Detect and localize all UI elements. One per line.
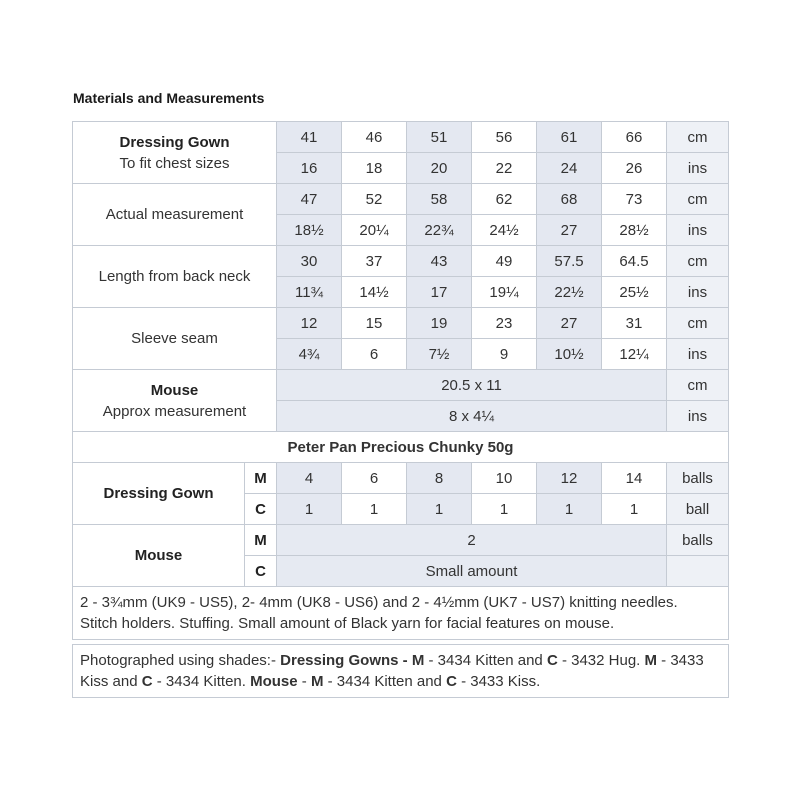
size-cell: 43 (407, 246, 472, 277)
size-cell: 37 (342, 246, 407, 277)
size-cell: 47 (277, 184, 342, 215)
unit-cell: cm (667, 184, 729, 215)
size-cell: 49 (472, 246, 537, 277)
yarn-qty-cell: 8 (407, 463, 472, 494)
table-body (73, 122, 729, 698)
unit-cell: ball (667, 494, 729, 525)
size-cell: 18 (342, 153, 407, 184)
size-cell: 22¾ (407, 215, 472, 246)
mouse-size-cell: 20.5 x 11 (277, 370, 667, 401)
yarn-mouse-main-row (73, 525, 729, 556)
row-label-title: Mouse (150, 381, 199, 399)
shades-text: - 3433 Kiss and (80, 652, 704, 690)
size-cell: 10½ (537, 339, 602, 370)
yarn-qty-cell: 4 (277, 463, 342, 494)
measure-row-cm (73, 122, 729, 153)
yarn-qty-cell: 1 (342, 494, 407, 525)
size-cell: 41 (277, 122, 342, 153)
unit-cell: ins (667, 215, 729, 246)
size-cell: 31 (602, 308, 667, 339)
size-cell: 4¾ (277, 339, 342, 370)
size-cell: 20¼ (342, 215, 407, 246)
size-cell: 18½ (277, 215, 342, 246)
row-label-text: Actual measurement (105, 206, 244, 223)
size-cell: 15 (342, 308, 407, 339)
needles-row (73, 587, 729, 640)
size-cell: 28½ (602, 215, 667, 246)
unit-cell: ins (667, 153, 729, 184)
yarn-title-row (73, 432, 729, 463)
size-cell: 14½ (342, 277, 407, 308)
colour-c-label: C (245, 494, 277, 525)
measure-row-cm (73, 308, 729, 339)
size-cell: 58 (407, 184, 472, 215)
unit-cell: cm (667, 308, 729, 339)
unit-cell: ins (667, 339, 729, 370)
measure-row-cm (73, 184, 729, 215)
size-cell: 20 (407, 153, 472, 184)
yarn-qty-cell: 1 (277, 494, 342, 525)
materials-table (72, 121, 728, 698)
size-cell: 66 (602, 122, 667, 153)
shades-text: - 3433 Kiss. (456, 673, 541, 690)
size-cell: 19¼ (472, 277, 537, 308)
size-cell: 30 (277, 246, 342, 277)
unit-cell: ins (667, 401, 729, 432)
needles-note (73, 587, 729, 640)
size-cell: 25½ (602, 277, 667, 308)
yarn-qty-cell: 10 (472, 463, 537, 494)
row-label-text: Length from back neck (98, 268, 251, 285)
size-cell: 46 (342, 122, 407, 153)
size-cell: 12 (277, 308, 342, 339)
shades-note (73, 645, 729, 698)
shades-text: M (644, 652, 657, 669)
size-cell: 62 (472, 184, 537, 215)
size-cell: 17 (407, 277, 472, 308)
size-cell: 57.5 (537, 246, 602, 277)
size-cell: 24 (537, 153, 602, 184)
size-cell: 11¾ (277, 277, 342, 308)
shades-text: C (141, 673, 153, 690)
row-label (73, 184, 277, 246)
size-cell: 22 (472, 153, 537, 184)
unit-cell: ins (667, 277, 729, 308)
size-cell: 56 (472, 122, 537, 153)
yarn-qty-cell: 1 (602, 494, 667, 525)
unit-cell: cm (667, 246, 729, 277)
needles-line: 2 - 3¾mm (UK9 - US5), 2- 4mm (UK8 - US6) and 2 - 4½mm (UK7 - US7) knitting needles. (80, 594, 678, 611)
size-cell: 51 (407, 122, 472, 153)
yarn-qty-cell: 1 (537, 494, 602, 525)
size-cell: 9 (472, 339, 537, 370)
yarn-qty-cell: 12 (537, 463, 602, 494)
size-cell: 16 (277, 153, 342, 184)
size-cell: 64.5 (602, 246, 667, 277)
row-label (73, 246, 277, 308)
shades-text: Mouse (250, 673, 298, 690)
size-cell: 27 (537, 308, 602, 339)
unit-cell (667, 556, 729, 587)
yarn-qty-cell: Small amount (277, 556, 667, 587)
shades-text: - 3434 Kitten and (323, 673, 447, 690)
measure-row-cm (73, 246, 729, 277)
size-cell: 52 (342, 184, 407, 215)
colour-m-label: M (245, 463, 277, 494)
shades-text: - (297, 673, 311, 690)
mouse-size-cell: 8 x 4¼ (277, 401, 667, 432)
shades-text: - 3434 Kitten and (424, 652, 547, 669)
size-cell: 68 (537, 184, 602, 215)
row-label (73, 463, 245, 525)
size-cell: 73 (602, 184, 667, 215)
shades-text: M (310, 673, 324, 690)
shades-row (73, 645, 729, 698)
row-label-title: Dressing Gown (119, 133, 230, 151)
row-label-subtitle: Approx measurement (102, 402, 247, 420)
shades-text: Dressing Gowns - M (280, 652, 425, 669)
unit-cell: balls (667, 463, 729, 494)
yarn-qty-cell: 2 (277, 525, 667, 556)
row-label (73, 122, 277, 184)
size-cell: 27 (537, 215, 602, 246)
shades-text: - 3432 Hug. (557, 652, 645, 669)
yarn-qty-cell: 1 (407, 494, 472, 525)
yarn-qty-cell: 1 (472, 494, 537, 525)
mouse-row-cm (73, 370, 729, 401)
row-label-subtitle: To fit chest sizes (119, 154, 230, 172)
size-cell: 7½ (407, 339, 472, 370)
page-title: Materials and Measurements (73, 90, 265, 106)
size-cell: 26 (602, 153, 667, 184)
colour-c-label: C (245, 556, 277, 587)
size-cell: 24½ (472, 215, 537, 246)
row-label (73, 308, 277, 370)
size-cell: 19 (407, 308, 472, 339)
row-label (73, 525, 245, 587)
size-cell: 23 (472, 308, 537, 339)
colour-m-label: M (245, 525, 277, 556)
unit-cell: cm (667, 370, 729, 401)
row-label-title: Dressing Gown (103, 485, 214, 502)
row-label (73, 370, 277, 432)
size-cell: 12¼ (602, 339, 667, 370)
shades-text: C (446, 673, 457, 690)
shades-text: C (546, 652, 558, 669)
unit-cell: cm (667, 122, 729, 153)
row-label-text: Sleeve seam (131, 330, 218, 347)
needles-line: Stitch holders. Stuffing. Small amount of Black yarn for facial features on mouse. (80, 615, 615, 632)
size-cell: 6 (342, 339, 407, 370)
row-label-title: Mouse (134, 547, 183, 564)
size-cell: 22½ (537, 277, 602, 308)
yarn-qty-cell: 14 (602, 463, 667, 494)
shades-text: - 3434 Kitten. (152, 673, 251, 690)
shades-text: Photographed using shades:- (80, 652, 281, 669)
yarn-title: Peter Pan Precious Chunky 50g (73, 432, 729, 463)
yarn-gown-main-row (73, 463, 729, 494)
size-cell: 61 (537, 122, 602, 153)
yarn-qty-cell: 6 (342, 463, 407, 494)
unit-cell: balls (667, 525, 729, 556)
